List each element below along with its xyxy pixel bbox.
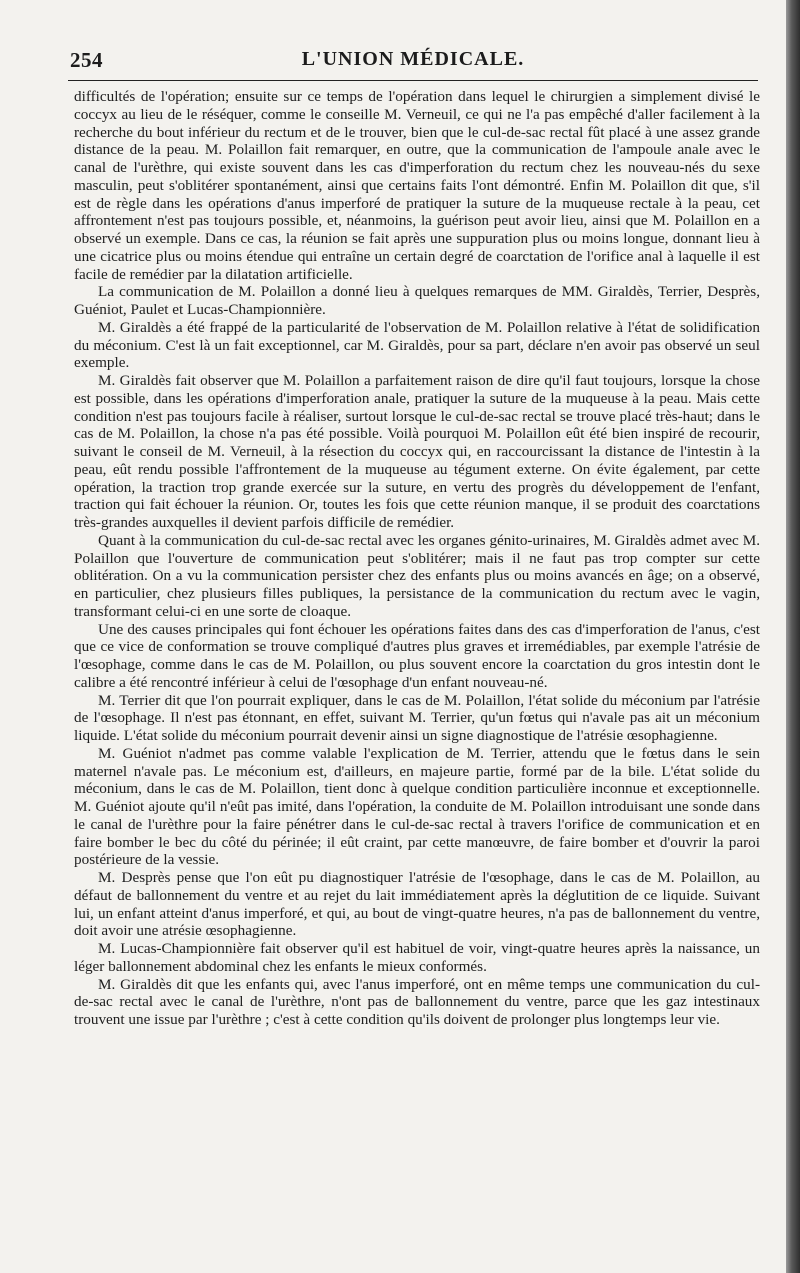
paragraph: M. Giraldès fait observer que M. Polaillon a parfaitement raison de dire qu'il faut toujours, lorsque la chose est possible, dans les opérations d'imperforation anale, pratiquer la suture de la muqueuse à la peau. Mais cette condition n'est pas toujours facile à réaliser, surtout lorsque le cul-de-sac rectal se trouve placé très-haut; dans le cas de M. Polaillon, la chose n'a pas été possible. Voilà pourquoi M. Polaillon eût été bien inspiré de recourir, suivant le conseil de M. Verneuil, à la résection du coccyx qui, en raccourcissant la distance de l'intestin à la peau, eût rendu possible l'affrontement de la muqueuse au tégument externe. On évite également, par cette opération, la traction trop grande exercée sur la suture, en vertu des progrès du développement de l'enfant, traction qui fait échouer la réunion. Or, toutes les fois que cette réunion manque, il se produit des coarctations très-grandes auxquelles il devient parfois difficile de remédier. — [74, 372, 760, 531]
paragraph: M. Giraldès a été frappé de la particularité de l'observation de M. Polaillon relative à l'état de solidification du méconium. C'est là un fait exceptionnel, car M. Giraldès, pour sa part, déclare n'en avoir pas observé un seul exemple. — [74, 318, 760, 372]
article-body — [74, 88, 760, 1029]
paragraph: M. Guéniot n'admet pas comme valable l'explication de M. Terrier, attendu que le fœtus dans le sein maternel n'avale pas. Le méconium est, d'ailleurs, en majeure partie, formé par de la bile. L'état solide du méconium, dans le cas de M. Polaillon, tient donc à quelque condition particulière inconnue et exceptionnelle. M. Guéniot ajoute qu'il n'eût pas imité, dans l'opération, la conduite de M. Polaillon introduisant une sonde dans le canal de l'urèthre pour la faire pénétrer dans le cul-de-sac rectal à travers l'orifice de communication et en faire bomber le bec du côté du périnée; il eût craint, par cette manœuvre, de faire bomber et d'ouvrir la paroi postérieure de la vessie. — [74, 744, 760, 869]
paragraph: M. Desprès pense que l'on eût pu diagnostiquer l'atrésie de l'œsophage, dans le cas de M. Polaillon, au défaut de ballonnement du ventre et au rejet du lait immédiatement après la déglutition de ce liquide. Suivant lui, un enfant atteint d'anus imperforé, et qui, au bout de vingt-quatre heures, n'a pas de ballonnement du ventre, doit avoir une atrésie œsophagienne. — [74, 869, 760, 940]
paragraph: M. Lucas-Championnière fait observer qu'il est habituel de voir, vingt-quatre heures après la naissance, un léger ballonnement abdominal chez les enfants le mieux conformés. — [74, 940, 760, 975]
paragraph: Quant à la communication du cul-de-sac rectal avec les organes génito-urinaires, M. Giraldès admet avec M. Polaillon que l'ouverture de communication peut s'oblitérer; mais il ne faut pas trop compter sur cette oblitération. On a vu la communication persister chez des enfants plus ou moins avancés en âge; on a observé, en particulier, chez plusieurs filles publiques, la persistance de la communication du rectum avec le vagin, transformant celui-ci en une sorte de cloaque. — [74, 531, 760, 620]
page-number: 254 — [70, 48, 103, 72]
book-spine-shadow — [786, 0, 800, 1273]
running-title: L'UNION MÉDICALE. — [301, 48, 525, 70]
paragraph: Une des causes principales qui font échouer les opérations faites dans des cas d'imperforation de l'anus, c'est que ce vice de conformation se trouve compliqué d'autres plus graves et irremédiables, par exemple l'atrésie de l'œsophage, comme dans le cas de M. Polaillon, ou plus souvent encore la coarctation du gros intestin dont le calibre a été rencontré inférieur à celui de l'œsophage d'un enfant nouveau-né. — [74, 620, 760, 691]
paragraph: M. Giraldès dit que les enfants qui, avec l'anus imperforé, ont en même temps une communication du cul-de-sac rectal avec le canal de l'urèthre, n'ont pas de ballonnement du ventre, parce que les gaz intestinaux trouvent une issue par l'urèthre ; c'est à cette condition qu'ils doivent de prolonger plus longtemps leur vie. — [74, 975, 760, 1028]
page-header — [70, 48, 756, 76]
header-rule — [68, 80, 758, 81]
paragraph: M. Terrier dit que l'on pourrait expliquer, dans le cas de M. Polaillon, l'état solide du méconium par l'atrésie de l'œsophage. Il n'est pas étonnant, en effet, suivant M. Terrier, qu'un fœtus qui n'avale pas ait un méconium liquide. L'état solide du méconium pourrait devenir ainsi un signe diagnostique de l'atrésie œsophagienne. — [74, 691, 760, 744]
paragraph: La communication de M. Polaillon a donné lieu à quelques remarques de MM. Giraldès, Terrier, Desprès, Guéniot, Paulet et Lucas-Championnière. — [74, 283, 760, 318]
paragraph: difficultés de l'opération; ensuite sur ce temps de l'opération dans lequel le chirurgien a simplement divisé le coccyx au lieu de le réséquer, comme le conseille M. Verneuil, ce qui ne l'a pas empêché d'aller facilement à la recherche du bout inférieur du rectum et de le trouver, bien que le cul-de-sac rectal fût placé à une assez grande distance de la peau. M. Polaillon fait remarquer, en outre, que la communication de l'ampoule anale avec le canal de l'urèthre, qui existe souvent dans les cas d'imperforation du rectum chez les nouveau-nés du sexe masculin, peut s'oblitérer spontanément, ainsi que certains faits l'ont démontré. Enfin M. Polaillon dit que, s'il est de règle dans les opérations d'anus imperforé de pratiquer la suture de la muqueuse rectale à la peau, cet affrontement n'est pas toujours possible, et, néanmoins, la guérison peut avoir lieu, ainsi que M. Polaillon en a observé un exemple. Dans ce cas, la réunion se fait après une suppuration plus ou moins longue, donnant lieu à une cicatrice plus ou moins étendue qui entraîne un certain degré de coarctation de l'orifice anal à laquelle il est facile de remédier par la dilatation artificielle. — [74, 88, 760, 283]
